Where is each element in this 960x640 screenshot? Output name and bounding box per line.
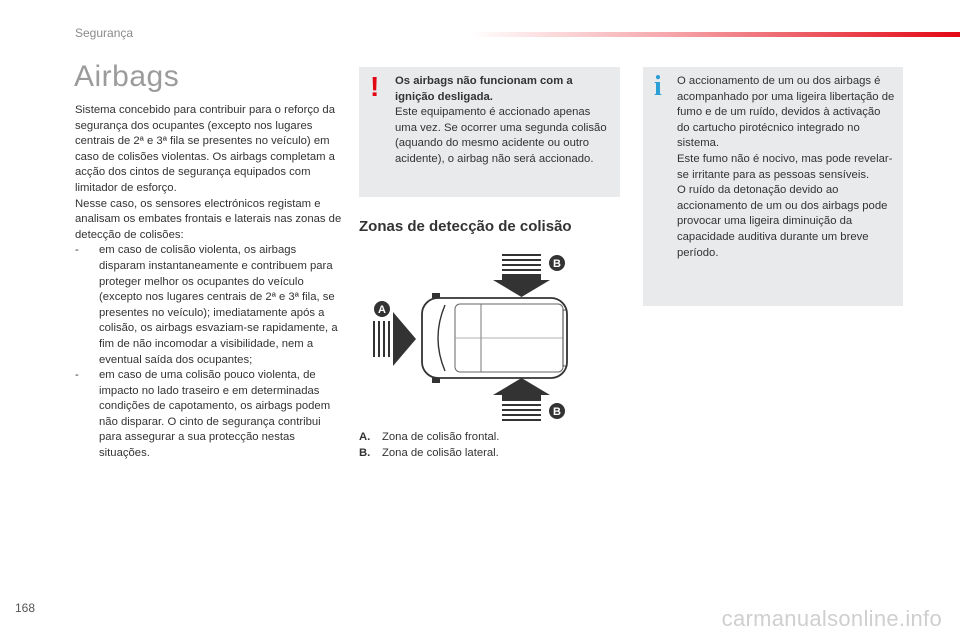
warning-bold-text: Os airbags não funcionam com a ignição desligada. <box>395 75 573 103</box>
page-title: Airbags <box>74 60 180 93</box>
legend-key: A. <box>359 431 371 443</box>
badge-b-bottom-label: B <box>553 406 561 418</box>
legend-text: Zona de colisão frontal. <box>382 431 500 443</box>
info-icon: i <box>654 71 662 102</box>
badge-b-top <box>549 255 565 271</box>
badge-a-label: A <box>378 304 386 316</box>
warning-exclamation-icon: ! <box>370 71 380 102</box>
intro-paragraph-2: Nesse caso, os sensores electrónicos registam e analisam os embates frontais e laterais nas zonas de detecção de colisões: <box>75 197 342 241</box>
section-label: Segurança <box>75 26 134 40</box>
list-dash: - <box>75 369 79 382</box>
badge-b-top-label: B <box>553 258 561 270</box>
list-item-text: em caso de colisão violenta, os airbags disparam instantaneamente e contribuem para proteger melhor os ocupantes do veículo (excepto nos lugares centrais de 2ª e 3ª fila, se presentes no veículo); imediatamente após a colisão, os airbags esvaziam-se rapidamente, a fim de não incomodar a visibilidade, nem a eventual saída dos ocupantes; <box>99 244 338 366</box>
info-box <box>643 67 903 306</box>
list-item-text: em caso de uma colisão pouco violenta, de impacto no lado traseiro e em determinadas condições de capotamento, os airbags podem não disparar. O cinto de segurança contribui para assegurar a sua protecção nestas situações. <box>99 369 331 460</box>
collision-list <box>75 243 345 461</box>
warning-body-text: Este equipamento é accionado apenas uma vez. Se ocorrer uma segunda colisão (aquando do mesmo acidente ou outro acidente), o airbag não será accionado. <box>395 106 607 165</box>
legend-row <box>359 430 599 446</box>
legend-text: Zona de colisão lateral. <box>382 446 499 459</box>
zones-heading: Zonas de detecção de colisão <box>359 218 572 235</box>
list-dash: - <box>75 244 79 257</box>
watermark: carmanualsonline.info <box>721 606 942 631</box>
info-paragraph-3: O ruído da detonação devido ao accionamento de um ou dos airbags pode provocar uma ligeira diminuição da capacidade auditiva durante um breve período. <box>677 184 888 259</box>
collision-zone-diagram <box>365 250 575 425</box>
info-paragraph-2: Este fumo não é nocivo, mas pode revelar-se irritante para as pessoas sensíveis. <box>677 152 893 181</box>
legend-row <box>359 446 599 462</box>
info-text <box>677 74 895 261</box>
intro-paragraph-1: Sistema concebido para contribuir para o reforço da segurança dos ocupantes (excepto nos lugares centrais de 2ª e 3ª fila se presentes no veículo) em caso de colisões violentas. Os airbags completam a acção dos cintos de segurança equipados com limitador de esforço. <box>75 104 335 194</box>
list-item <box>75 243 345 368</box>
left-arrow-a <box>373 312 416 366</box>
page-number: 168 <box>15 601 36 615</box>
warning-text <box>395 74 610 168</box>
top-arrow-b <box>493 254 550 297</box>
legend-key: B. <box>359 446 371 459</box>
bottom-arrow-b <box>493 378 550 421</box>
intro-text <box>75 103 345 462</box>
list-item <box>75 368 345 462</box>
info-paragraph-1: O accionamento de um ou dos airbags é acompanhado por uma ligeira libertação de fumo e de um ruído, devidos à activação do cartucho pirotécnico integrado no sistema. <box>677 75 895 150</box>
header-accent-bar <box>470 32 960 37</box>
zones-legend <box>359 430 599 461</box>
collision-zone-svg <box>365 250 575 425</box>
van-top-view <box>422 293 567 383</box>
badge-b-bottom <box>549 403 565 419</box>
badge-a <box>374 301 390 317</box>
warning-box <box>359 67 620 197</box>
